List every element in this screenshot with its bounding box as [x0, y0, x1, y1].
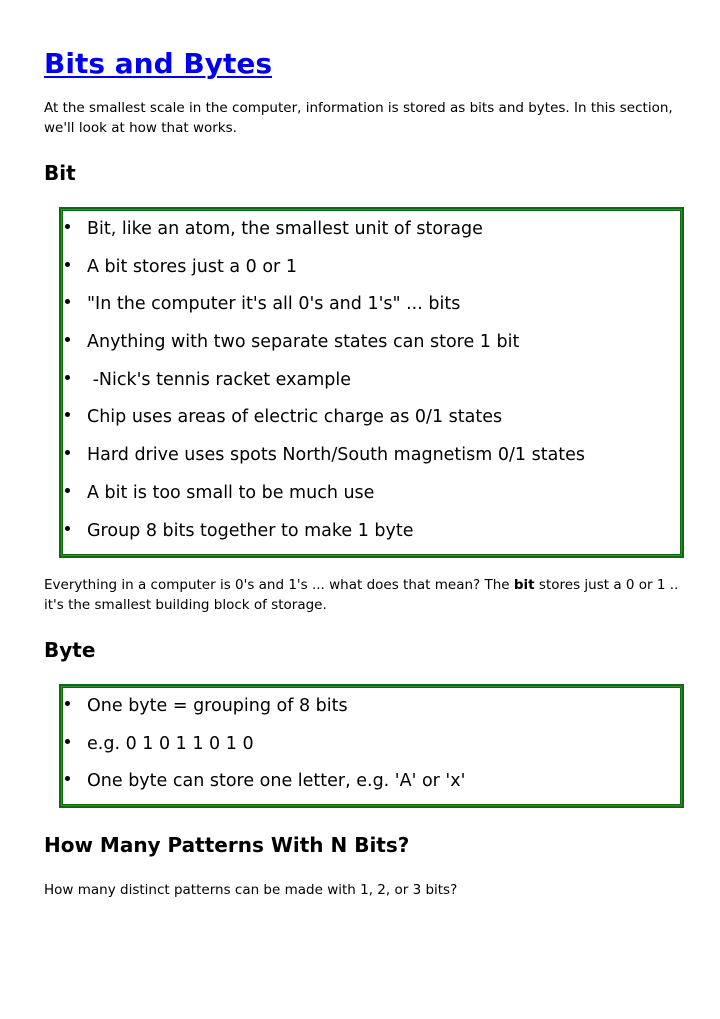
list-item: One byte can store one letter, e.g. 'A' or 'x'	[63, 763, 680, 801]
list-item: "In the computer it's all 0's and 1's" ... bits	[63, 286, 680, 324]
list-item: One byte = grouping of 8 bits	[63, 688, 680, 726]
bit-summary-paragraph: Everything in a computer is 0's and 1's ... what does that mean? The bit stores just a 0 or 1 .. it's the smallest building block of storage.	[44, 577, 679, 613]
list-item: Group 8 bits together to make 1 byte	[63, 513, 680, 551]
bullet-icon	[65, 450, 70, 455]
list-item: Bit, like an atom, the smallest unit of storage	[63, 211, 680, 249]
list-item: Anything with two separate states can store 1 bit	[63, 324, 680, 362]
list-item: A bit is too small to be much use	[63, 475, 680, 513]
bit-heading: Bit	[44, 161, 76, 185]
bullet-icon	[65, 526, 70, 531]
bit-list-box	[59, 207, 684, 558]
bit-list	[63, 211, 680, 550]
list-item: Hard drive uses spots North/South magnetism 0/1 states	[63, 437, 680, 475]
bullet-icon	[65, 739, 70, 744]
bullet-icon	[65, 701, 70, 706]
bullet-icon	[65, 776, 70, 781]
bullet-icon	[65, 262, 70, 267]
list-item: Chip uses areas of electric charge as 0/1 states	[63, 399, 680, 437]
bullet-icon	[65, 488, 70, 493]
list-item: A bit stores just a 0 or 1	[63, 249, 680, 287]
byte-list-box	[59, 684, 684, 808]
bullet-icon	[65, 412, 70, 417]
bullet-icon	[65, 337, 70, 342]
byte-heading: Byte	[44, 638, 96, 662]
patterns-heading: How Many Patterns With N Bits?	[44, 833, 410, 857]
bullet-icon	[65, 224, 70, 229]
bit-emphasis: bit	[513, 577, 535, 593]
patterns-paragraph: How many distinct patterns can be made with 1, 2, or 3 bits?	[44, 882, 458, 898]
list-item: e.g. 0 1 0 1 1 0 1 0	[63, 726, 680, 764]
intro-paragraph: At the smallest scale in the computer, information is stored as bits and bytes. In this section, we'll look at how that works.	[44, 100, 673, 136]
bullet-icon	[65, 299, 70, 304]
list-item: -Nick's tennis racket example	[63, 362, 680, 400]
bullet-icon	[65, 375, 70, 380]
page-title-link[interactable]: Bits and Bytes	[44, 47, 272, 80]
byte-list	[63, 688, 680, 801]
